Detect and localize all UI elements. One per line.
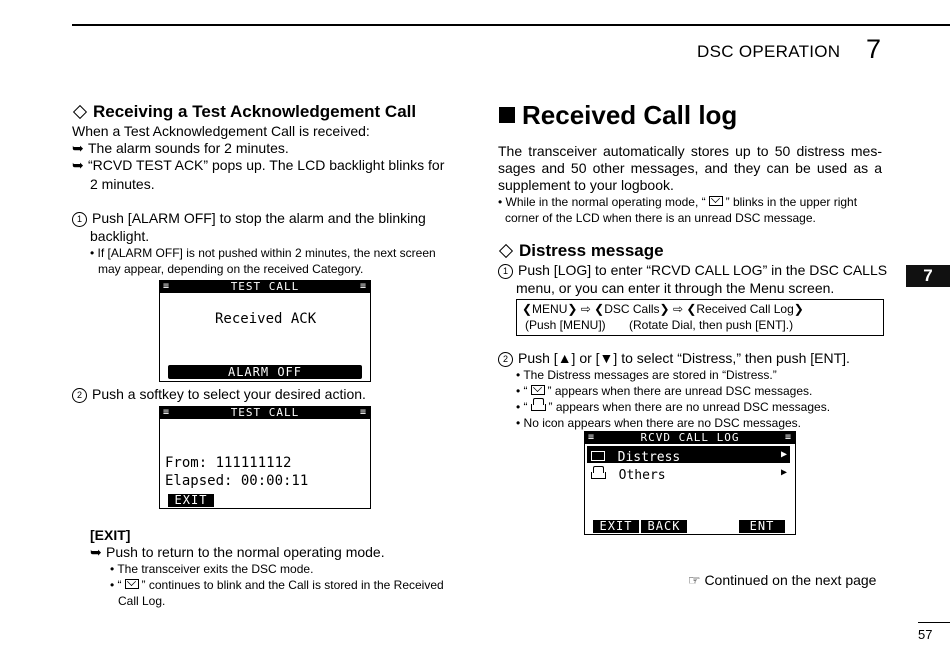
exit-softkey[interactable]: EXIT bbox=[593, 520, 639, 533]
arrow-icon: ➥ bbox=[72, 157, 84, 173]
lcd-call-log bbox=[584, 431, 796, 535]
footer-rule bbox=[918, 622, 950, 623]
log-item-distress[interactable]: Distress ▶ bbox=[587, 446, 790, 463]
ent-softkey[interactable]: ENT bbox=[739, 520, 785, 533]
exit-label: [EXIT] bbox=[90, 527, 131, 543]
step-1-cont: backlight. bbox=[90, 228, 150, 244]
menu-icon: ≡ bbox=[359, 407, 367, 418]
chevron-right-icon: ▶ bbox=[780, 467, 787, 478]
envelope-icon bbox=[591, 451, 605, 461]
bullet-popup-cont: 2 minutes. bbox=[90, 176, 155, 192]
para-line-3: supplement to your logbook. bbox=[498, 177, 674, 193]
chevron-right-icon: ▶ bbox=[780, 449, 787, 460]
menu-path: ❮MENU❯ ⇨ ❮DSC Calls❯ ⇨ ❮Received Call Log❯ bbox=[522, 302, 804, 316]
exit-softkey[interactable]: EXIT bbox=[168, 494, 214, 507]
r-step-1-cont: menu, or you can enter it through the Menu screen. bbox=[516, 280, 835, 296]
diamond-icon bbox=[73, 105, 87, 119]
exit-desc: ➥ Push to return to the normal operating mode. bbox=[90, 544, 385, 560]
lcd-title-bar: ≡ TEST CALL ≡ bbox=[160, 281, 370, 293]
square-bullet-icon bbox=[499, 107, 515, 123]
r-note-4: • No icon appears when there are no DSC messages. bbox=[516, 416, 802, 430]
r-step-1: 1 Push [LOG] to enter “RCVD CALL LOG” in the DSC CALLS bbox=[498, 262, 887, 279]
header-rule bbox=[72, 24, 950, 26]
envelope-icon bbox=[125, 579, 139, 589]
para-line-1: The transceiver automatically stores up to 50 distress mes- bbox=[498, 143, 882, 159]
log-item-others[interactable]: Others ▶ bbox=[587, 464, 790, 481]
menu-icon: ≡ bbox=[163, 281, 171, 292]
menu-icon: ≡ bbox=[588, 432, 596, 443]
page-heading: Received Call log bbox=[499, 100, 737, 131]
lcd-message: Received ACK bbox=[215, 311, 317, 327]
menu-hint-rotate: (Rotate Dial, then push [ENT].) bbox=[629, 318, 794, 332]
menu-hint-push: (Push [MENU]) bbox=[525, 318, 606, 332]
menu-path-box bbox=[516, 299, 884, 336]
menu-icon: ≡ bbox=[784, 432, 792, 443]
lcd-test-ack bbox=[159, 280, 371, 382]
chapter-number: 7 bbox=[866, 34, 882, 64]
note-unread-cont: corner of the LCD when there is an unread DSC message. bbox=[505, 211, 816, 225]
exit-note-2-cont: Call Log. bbox=[118, 594, 166, 608]
r-step-2: 2 Push [▲] or [▼] to select “Distress,” then push [ENT]. bbox=[498, 350, 850, 367]
step-1-note: • If [ALARM OFF] is not pushed within 2 minutes, the next screen bbox=[90, 246, 436, 260]
lcd-elapsed: Elapsed: 00:00:11 bbox=[165, 473, 309, 489]
bullet-alarm: ➥ The alarm sounds for 2 minutes. bbox=[72, 140, 289, 156]
intro-text: When a Test Acknowledgement Call is received: bbox=[72, 123, 370, 139]
open-envelope-icon bbox=[591, 472, 606, 479]
envelope-icon bbox=[531, 385, 545, 395]
page-number: 57 bbox=[918, 627, 933, 642]
lcd-title-bar: ≡ RCVD CALL LOG ≡ bbox=[585, 432, 795, 444]
r-note-2: • “ ” appears when there are unread DSC messages. bbox=[516, 384, 813, 398]
bullet-popup: ➥ “RCVD TEST ACK” pops up. The LCD backlight blinks for bbox=[72, 157, 445, 173]
envelope-icon bbox=[709, 196, 723, 206]
arrow-icon: ➥ bbox=[72, 140, 84, 156]
test-ack-heading: Receiving a Test Acknowledgement Call bbox=[72, 102, 416, 122]
section-title: DSC OPERATION bbox=[697, 42, 841, 61]
step-1-note-cont: may appear, depending on the received Category. bbox=[98, 262, 364, 276]
step-1: 1 Push [ALARM OFF] to stop the alarm and the blinking bbox=[72, 210, 457, 227]
distress-heading: Distress message bbox=[498, 241, 664, 261]
open-envelope-icon bbox=[531, 404, 546, 411]
note-unread: • While in the normal operating mode, “ ” blinks in the upper right bbox=[498, 195, 858, 209]
chapter-tab[interactable]: 7 bbox=[906, 265, 950, 287]
diamond-icon bbox=[499, 244, 513, 258]
arrow-icon: ➥ bbox=[90, 544, 102, 560]
step-2: 2 Push a softkey to select your desired action. bbox=[72, 386, 366, 403]
back-softkey[interactable]: BACK bbox=[641, 520, 687, 533]
alarm-off-softkey[interactable]: ALARM OFF bbox=[168, 365, 362, 379]
lcd-test-call bbox=[159, 406, 371, 509]
continued-note: ☞ Continued on the next page bbox=[688, 572, 877, 588]
exit-note-2: • “ ” continues to blink and the Call is stored in the Received bbox=[110, 578, 444, 592]
r-note-3: • “ ” appears when there are no unread DSC messages. bbox=[516, 400, 831, 414]
menu-icon: ≡ bbox=[359, 281, 367, 292]
lcd-from: From: 111111112 bbox=[165, 455, 292, 471]
lcd-title-bar: ≡ TEST CALL ≡ bbox=[160, 407, 370, 419]
menu-icon: ≡ bbox=[163, 407, 171, 418]
exit-note-1: • The transceiver exits the DSC mode. bbox=[110, 562, 314, 576]
para-line-2: sages and 50 other messages, and they can be used as a bbox=[498, 160, 882, 176]
r-note-1: • The Distress messages are stored in “Distress.” bbox=[516, 368, 777, 382]
